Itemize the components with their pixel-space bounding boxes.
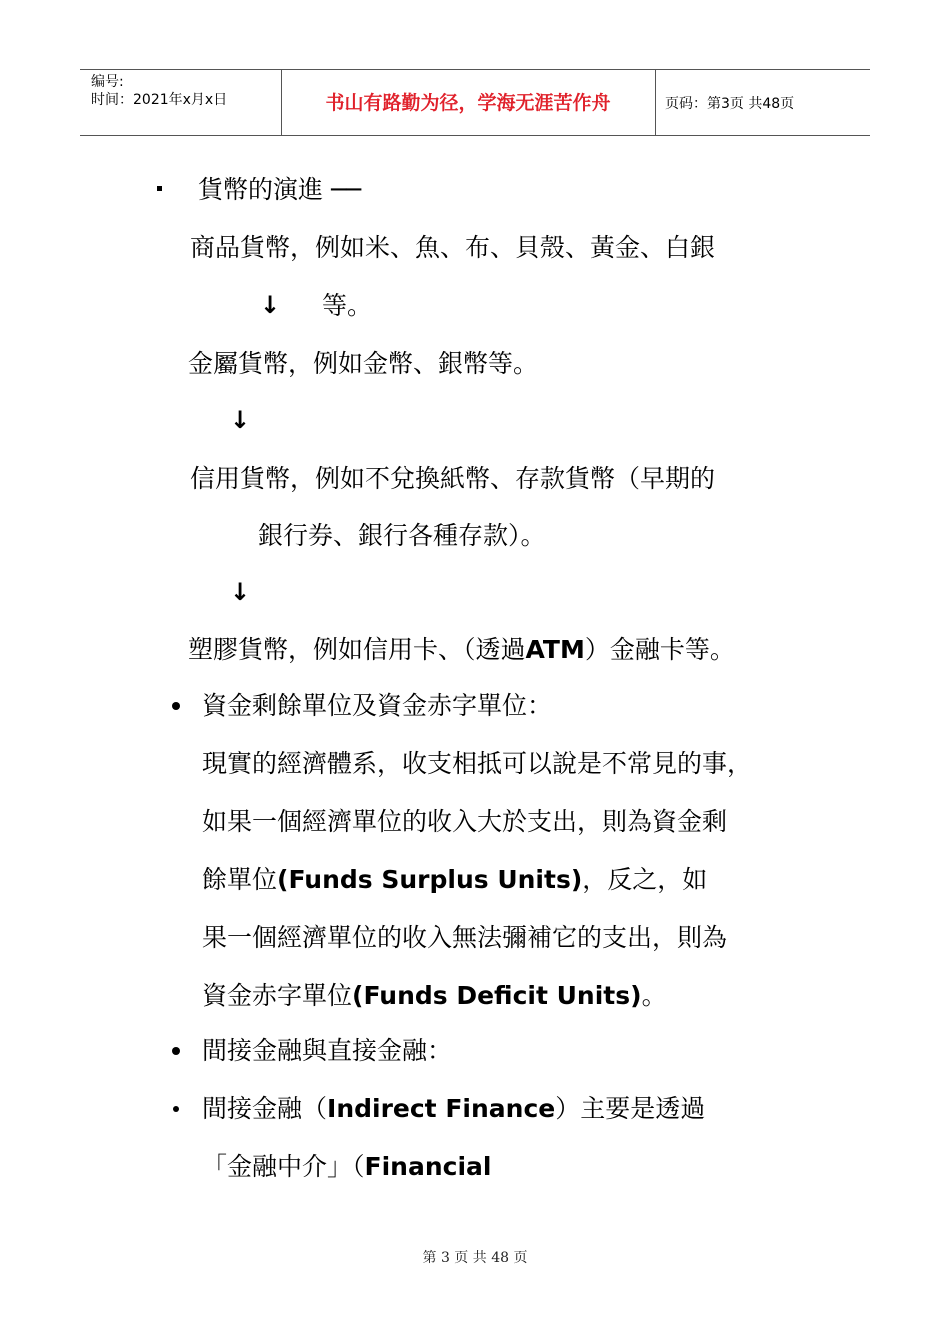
commodity-money-line-2: 等。 — [322, 291, 373, 320]
units-paragraph-line-4: 果一個經濟單位的收入無法彌補它的支出，則為 — [202, 923, 728, 952]
units-p3-text-a: 餘單位 — [202, 865, 278, 894]
header-number-label: 编号: — [91, 74, 124, 90]
indirect-finance-term: Indirect Finance — [327, 1094, 556, 1123]
bullet-icon — [173, 1106, 179, 1112]
down-arrow-icon: ↓ — [230, 578, 251, 606]
header-date-label: 时间：2021年x月x日 — [91, 92, 228, 108]
units-p5-text-a: 資金赤字單位 — [202, 981, 353, 1010]
bullet-icon — [172, 702, 180, 710]
financial-term: Financial — [364, 1152, 492, 1181]
units-paragraph-line-5 — [202, 980, 667, 1012]
header-motto: 书山有路勤为径，学海无涯苦作舟 — [325, 92, 611, 114]
funds-surplus-units-term: (Funds Surplus Units) — [277, 865, 583, 894]
header-divider-right — [655, 69, 656, 135]
plastic-money-text-a: 塑膠貨幣，例如信用卡、（透過 — [188, 635, 526, 664]
units-p3-text-c: ，反之，如 — [582, 865, 708, 894]
header-page-info: 页码：第3页 共48页 — [665, 96, 795, 112]
indirect-text-a: 間接金融（ — [202, 1094, 328, 1123]
plastic-money-text-c: ）金融卡等。 — [584, 635, 735, 664]
indirect-finance-line — [202, 1093, 705, 1125]
funds-deficit-units-term: (Funds Deficit Units) — [352, 981, 642, 1010]
units-paragraph-line-3 — [202, 864, 707, 896]
bullet-icon — [172, 1047, 180, 1055]
commodity-money-line-1: 商品貨幣，例如米、魚、布、貝殼、黃金、白銀 — [190, 233, 716, 262]
credit-money-line-1: 信用貨幣，例如不兌換紙幣、存款貨幣（早期的 — [190, 464, 716, 493]
credit-money-line-2: 銀行券、銀行各種存款）。 — [258, 521, 546, 550]
intermediary-line — [202, 1151, 491, 1183]
evolution-title: 貨幣的演進 ── — [198, 175, 362, 204]
header-bottom-rule — [80, 135, 870, 136]
plastic-money-line — [188, 634, 735, 666]
units-p5-text-c: 。 — [641, 981, 667, 1010]
units-title: 資金剩餘單位及資金赤字單位： — [202, 691, 553, 720]
down-arrow-icon: ↓ — [260, 291, 281, 319]
finance-title: 間接金融與直接金融： — [202, 1036, 453, 1065]
units-paragraph-line-2: 如果一個經濟單位的收入大於支出，則為資金剩 — [202, 807, 728, 836]
square-bullet-icon — [157, 186, 162, 191]
plastic-money-atm: ATM — [525, 635, 585, 664]
metal-money-line: 金屬貨幣，例如金幣、銀幣等。 — [188, 349, 539, 378]
units-paragraph-line-1: 現實的經濟體系，收支相抵可以說是不常見的事， — [202, 749, 753, 778]
header-top-rule — [80, 69, 870, 70]
intermediary-text-a: 「金融中介」（ — [202, 1152, 365, 1181]
page-footer: 第 3 页 共 48 页 — [422, 1250, 528, 1266]
indirect-text-c: ）主要是透過 — [555, 1094, 706, 1123]
down-arrow-icon: ↓ — [230, 406, 251, 434]
